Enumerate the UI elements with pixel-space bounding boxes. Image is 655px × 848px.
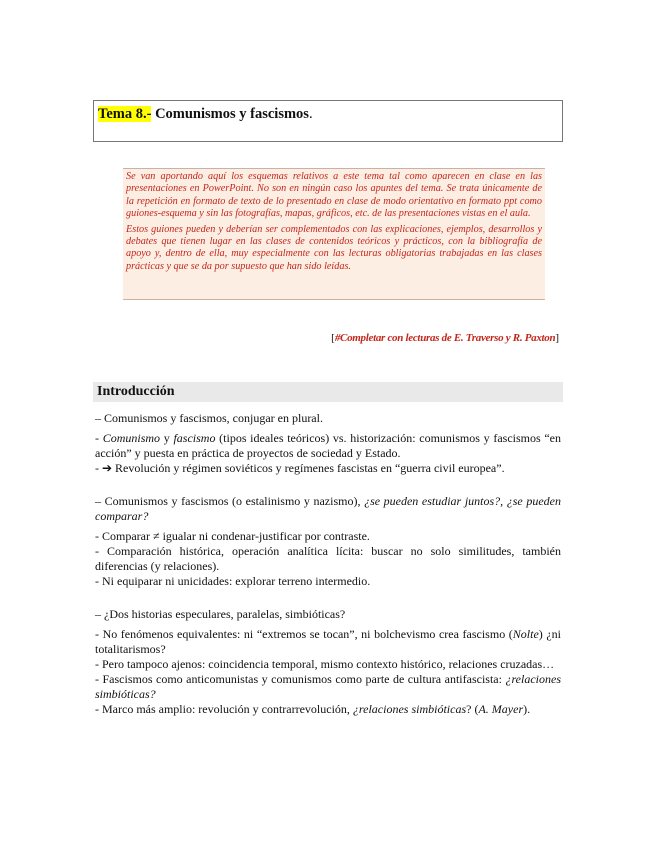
outline-sub-1-1: - Comunismo y fascismo (tipos ideales teóricos) vs. historización: comunismos y fascismos “en acción” y puesta en práctica de proyectos de sociedad y Estado. [95,431,562,460]
reference-close-bracket: ] [555,332,559,344]
reference-open-bracket: [ [331,332,335,344]
outline-content [95,411,561,717]
outline-sub-1-2: - ➔ Revolución y régimen soviéticos y regímenes fascistas en “guerra civil europea”. [95,461,505,475]
outline-sub-3-2: - Pero tampoco ajenos: coincidencia temporal, mismo contexto histórico, relaciones cruzadas… [95,657,555,671]
outline-item-1: – Comunismos y fascismos, conjugar en plural. [95,411,323,425]
topic-title: Comunismos y fascismos [155,106,309,122]
section-heading: Introducción [93,382,563,402]
outline-sub-3-4: - Marco más amplio: revolución y contrarrevolución, ¿relaciones simbióticas? (A. Mayer). [95,702,531,716]
disclaimer-note [123,168,545,300]
reading-reference [331,332,559,344]
outline-sub-3-1: - No fenómenos equivalentes: ni “extremos se tocan”, ni bolchevismo crea fascismo (Nolte) ¿ni totalitarismos? [95,627,561,656]
disclaimer-paragraph-2: Estos guiones pueden y deberían ser complementados con las explicaciones, ejemplos, desarrollos y debates que tienen lugar en las clases de contenidos teóricos y prácticos, con la bibliografía de apoyo y, dentro de ella, muy especialmente con las lecturas obligatorias trabajadas en las clases prácticas y que se da por supuesto que han sido leídas. [126,223,542,272]
outline-item-2: – Comunismos y fascismos (o estalinismo y nazismo), ¿se pueden estudiar juntos?, ¿se pueden comparar? [95,494,561,523]
title-period: . [308,106,313,122]
outline-sub-2-3: - Ni equiparar ni unicidades: explorar terreno intermedio. [95,574,371,588]
outline-item-3: – ¿Dos historias especulares, paralelas, simbióticas? [95,607,346,621]
outline-sub-2-2: - Comparación histórica, operación analítica lícita: buscar no solo similitudes, también diferencias (y relaciones). [95,544,561,573]
title-box [93,100,563,142]
disclaimer-paragraph-1: Se van aportando aquí los esquemas relativos a este tema tal como aparecen en clase en las presentaciones en PowerPoint. No son en ningún caso los apuntes del tema. Se trata únicamente de la repetición en formato de texto de lo presentado en clase de modo orientativo en formato ppt como guiones-esquema y sin las fotografías, mapas, gráficos, etc. de las presentaciones vistas en el aula. [126,171,542,220]
outline-sub-2-1: - Comparar ≠ igualar ni condenar-justificar por contraste. [95,529,370,543]
reference-text: #Completar con lecturas de E. Traverso y R. Paxton [334,332,556,344]
topic-number: Tema 8.- [98,106,152,122]
outline-sub-3-3: - Fascismos como anticomunistas y comunismos como parte de cultura antifascista: ¿relaciones simbióticas? [95,672,561,701]
